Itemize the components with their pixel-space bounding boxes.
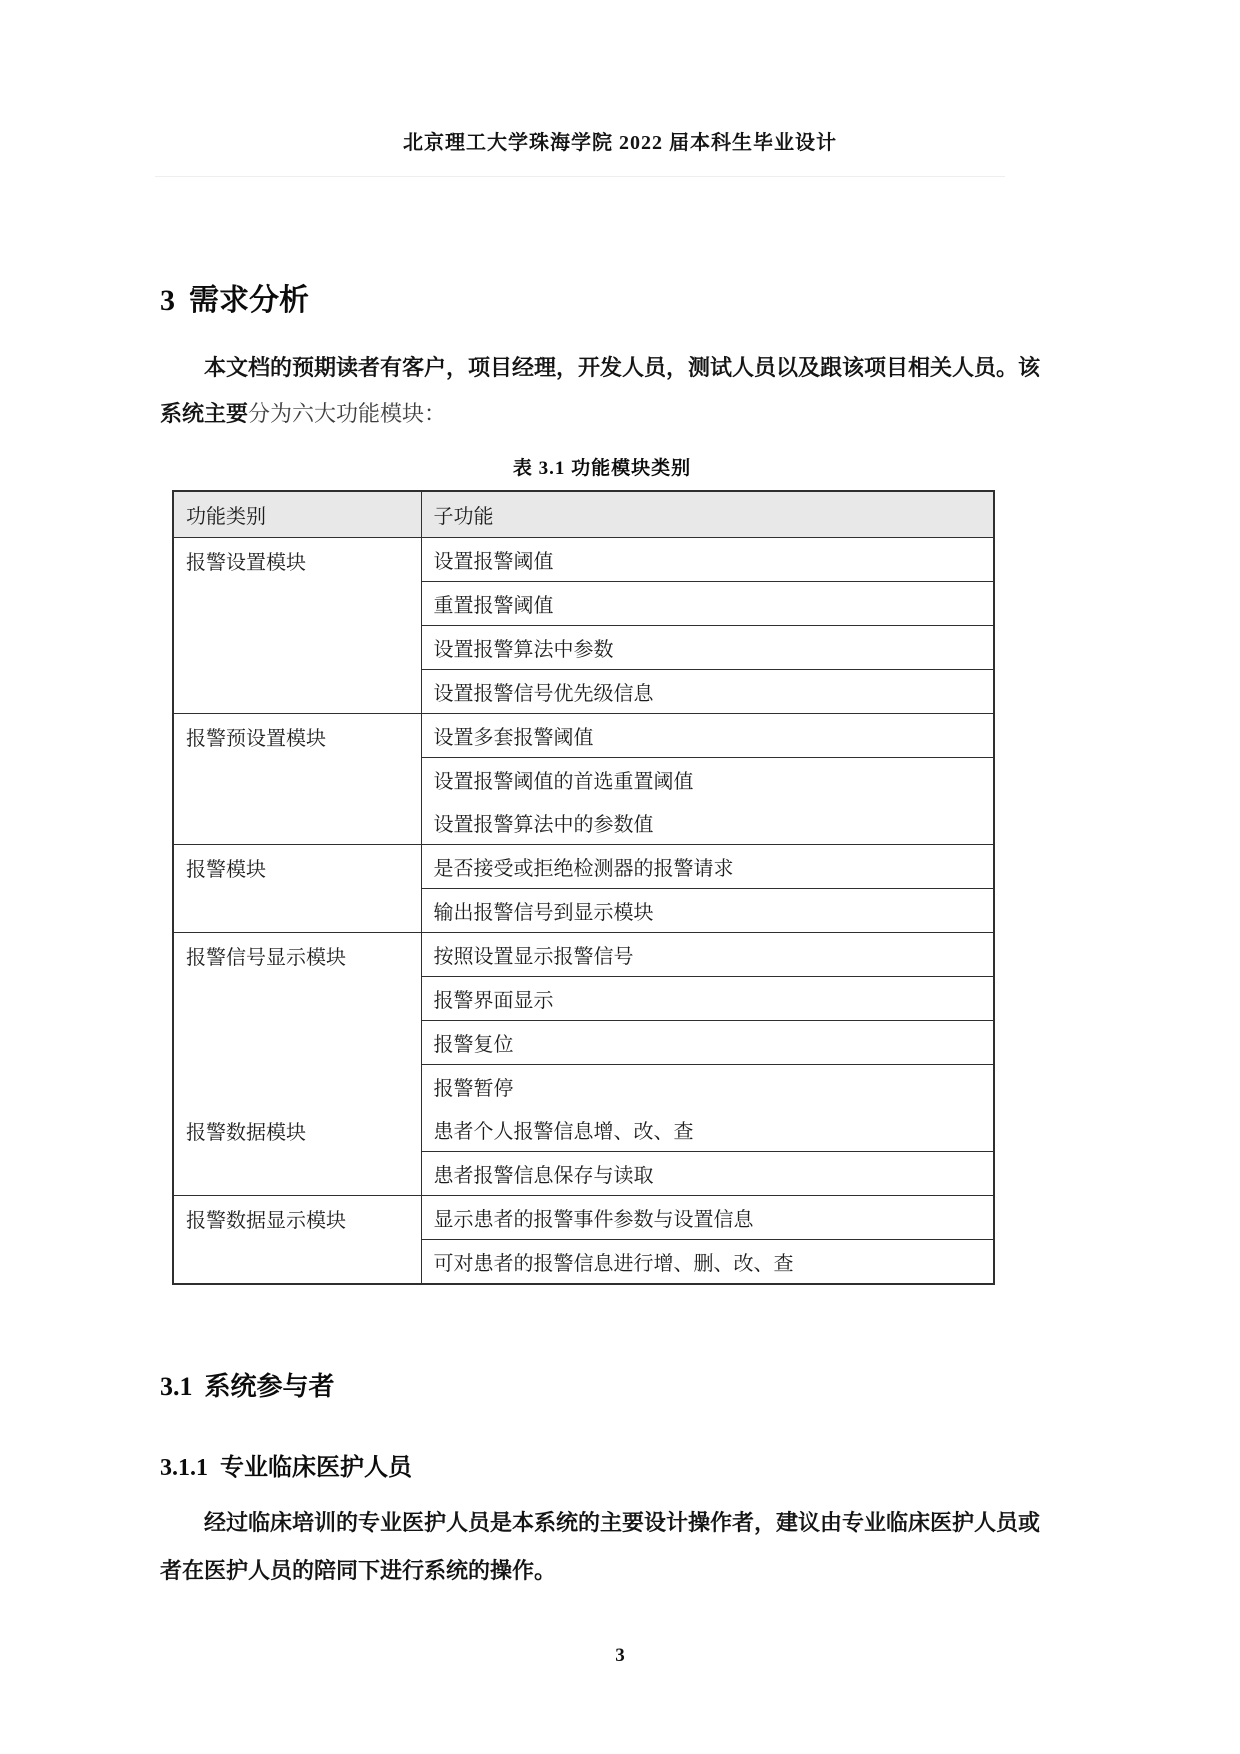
section-number: 3 <box>160 284 175 317</box>
section-heading <box>160 283 1044 319</box>
table-body <box>173 538 994 1285</box>
subfunction-cell: 设置多套报警阈值 <box>421 714 994 758</box>
table-row <box>173 538 994 582</box>
subsection-title: 系统参与者 <box>204 1372 335 1401</box>
subfunction-cell: 可对患者的报警信息进行增、删、改、查 <box>421 1240 994 1285</box>
subfunction-cell: 设置报警信号优先级信息 <box>421 670 994 714</box>
subfunction-cell: 报警复位 <box>421 1021 994 1065</box>
subfunction-cell: 患者报警信息保存与读取 <box>421 1152 994 1196</box>
subfunction-cell: 按照设置显示报警信号 <box>421 933 994 977</box>
category-cell: 报警模块 <box>173 845 421 933</box>
intro-paragraph <box>160 345 1044 437</box>
subfunction-cell: 设置报警阈值的首选重置阈值 <box>421 758 994 802</box>
intro-rest-text: 分为六大功能模块： <box>248 401 447 426</box>
body-paragraph: 经过临床培训的专业医护人员是本系统的主要设计操作者，建议由专业临床医护人员或者在医护人员的陪同下进行系统的操作。 <box>160 1510 1041 1583</box>
subsection-heading <box>160 1371 1044 1403</box>
subfunction-cell: 设置报警算法中参数 <box>421 626 994 670</box>
table-row <box>173 933 994 977</box>
table-row <box>173 845 994 889</box>
column-header-category: 功能类别 <box>173 491 421 538</box>
subsection-number: 3.1 <box>160 1372 193 1401</box>
subsubsection-heading <box>160 1453 1044 1483</box>
table-row <box>173 714 994 758</box>
table-caption: 表 3.1 功能模块类别 <box>512 458 692 479</box>
section-title: 需求分析 <box>189 284 309 317</box>
page-content <box>160 0 1044 1595</box>
subfunction-cell: 报警暂停 <box>421 1065 994 1109</box>
category-cell: 报警预设置模块 <box>173 714 421 845</box>
page-number: 3 <box>615 1645 625 1666</box>
subfunction-cell: 是否接受或拒绝检测器的报警请求 <box>421 845 994 889</box>
table-row <box>173 1108 994 1152</box>
subfunction-cell: 设置报警阈值 <box>421 538 994 582</box>
column-header-subfunction: 子功能 <box>421 491 994 538</box>
subfunction-cell: 设置报警算法中的参数值 <box>421 801 994 845</box>
subfunction-cell: 重置报警阈值 <box>421 582 994 626</box>
subsubsection-title: 专业临床医护人员 <box>220 1455 412 1481</box>
subfunction-cell: 报警界面显示 <box>421 977 994 1021</box>
category-cell: 报警信号显示模块 <box>173 933 421 1109</box>
category-cell: 报警数据模块 <box>173 1108 421 1196</box>
subfunction-cell: 患者个人报警信息增、改、查 <box>421 1108 994 1152</box>
page-header: 北京理工大学珠海学院 2022 届本科生毕业设计 <box>403 132 837 154</box>
subfunction-cell: 输出报警信号到显示模块 <box>421 889 994 933</box>
subfunction-cell: 显示患者的报警事件参数与设置信息 <box>421 1196 994 1240</box>
table-header-row <box>173 491 994 538</box>
category-cell: 报警设置模块 <box>173 538 421 714</box>
category-cell: 报警数据显示模块 <box>173 1196 421 1285</box>
subsubsection-number: 3.1.1 <box>160 1455 208 1481</box>
intro-lead-text: 本文档的预期读者有客户，项目经理，开发人员，测试人员以及跟该项目相关人员。该系统主要 <box>160 355 1041 426</box>
table-row <box>173 1196 994 1240</box>
function-module-table <box>172 490 995 1285</box>
